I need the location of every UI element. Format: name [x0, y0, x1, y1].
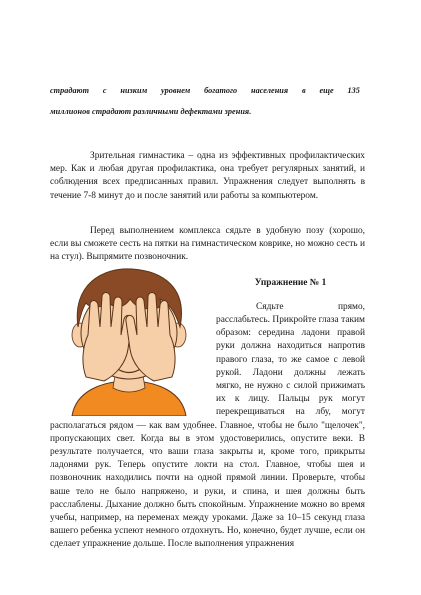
header-line-2: миллионов страдают различными дефектами зрения.	[50, 107, 252, 116]
header-line-1	[50, 86, 360, 95]
exercise-text: Сядьте прямо, расслабьтесь. Прикройте глаза таким образом: середина ладони правой руки должна находиться напротив правого глаза, то же самое с левой рукой. Ладони должны лежать мягко, не нужно с силой прижимать их к лицу. Пальцы рук могут перекрещиваться на лбу, могут располагаться рядом — как вам удобнее. Главное, чтобы не было "щелочек", пропускающих свет. Когда вы в этом удостоверились, опустите веки. В результате получается, что ваши глаза закрыты и, кроме того, прикрыты ладонями рук. Теперь опустите локти на стол. Главное, чтобы шея и позвоночник находились почти на одной прямой линии. Проверьте, чтобы ваше тело не было напряжено, и руки, и спина, и шея должны быть расслаблены. Дыхание должно быть спокойным. Упражнение можно во время учебы, например, на переменах между уроками. Даже за 10–15 секунд глаза вашего ребенка успеют немного отдохнуть. Но, конечно, будет лучше, если он сделает упражнение дольше. После выполнения упражнения	[50, 301, 365, 550]
header-word: населения	[250, 86, 289, 95]
exercise-heading: Упражнение № 1	[254, 277, 327, 288]
header-word: 135	[347, 86, 360, 95]
setup-paragraph: Перед выполнением комплекса сядьте в удобную позу (хорошо, если вы сможете сесть на пятки на гимнастическом коврике, но можно сесть и на стул). Выпрямите позвоночник.	[50, 226, 365, 263]
header-word: с	[102, 86, 107, 95]
intro-paragraph: Зрительная гимнастика – одна из эффективных профилактических мер. Как и любая другая профилактика, она требует регулярных занятий, и соблюдения всех предписанных правил. Упражнения следует выполнять в течение 7-8 минут до и после занятий или работы за компьютером.	[50, 151, 365, 201]
header-word: уровнем	[161, 86, 191, 95]
article-body	[50, 225, 365, 552]
header-word: в	[301, 86, 306, 95]
illustration-svg	[50, 265, 208, 416]
header-word: страдают	[50, 86, 90, 95]
header-word: низким	[120, 86, 148, 95]
header-word: еще	[319, 86, 334, 95]
header-word: богатого	[204, 86, 238, 95]
boy-covering-eyes-illustration	[50, 265, 208, 416]
